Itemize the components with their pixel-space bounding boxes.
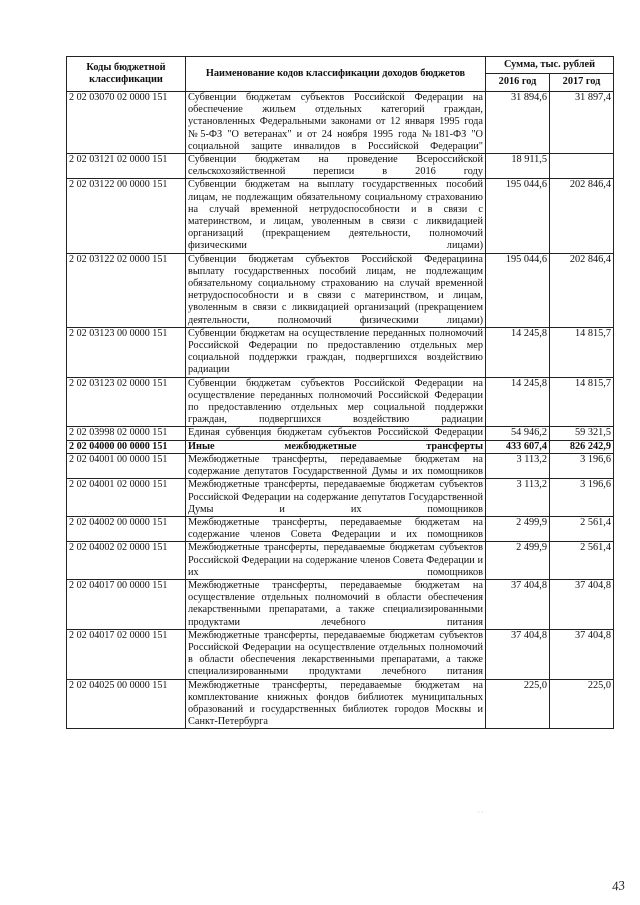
row-sum-2017: 202 846,4 xyxy=(550,179,614,253)
row-sum-2016: 37 404,8 xyxy=(486,579,550,629)
row-name: Субвенции бюджетам на проведение Всероссийской сельскохозяйственной переписи в 2016 году xyxy=(186,154,486,179)
table-row xyxy=(67,579,614,629)
table-row xyxy=(67,479,614,517)
row-code: 2 02 04017 02 0000 151 xyxy=(67,629,186,679)
table-row xyxy=(67,253,614,327)
row-sum-2016: 54 946,2 xyxy=(486,427,550,440)
row-name: Межбюджетные трансферты, передаваемые бюджетам на содержание членов Совета Федерации и их помощников xyxy=(186,516,486,541)
row-sum-2017: 225,0 xyxy=(550,679,614,729)
table-row xyxy=(67,542,614,580)
table-row xyxy=(67,179,614,253)
table-body xyxy=(67,92,614,729)
header-name-column: Наименование кодов классификации доходов бюджетов xyxy=(186,57,486,92)
table-row xyxy=(67,377,614,427)
row-code: 2 02 04000 00 0000 151 xyxy=(67,440,186,453)
page-number: 43 xyxy=(610,877,626,894)
row-code: 2 02 03070 02 0000 151 xyxy=(67,92,186,154)
table-row xyxy=(67,154,614,179)
row-name: Межбюджетные трансферты, передаваемые бюджетам на осуществление отдельных полномочий в области обеспечения лекарственными препаратами, а также специализированными продуктами лечебного питания xyxy=(186,579,486,629)
row-sum-2016: 3 113,2 xyxy=(486,479,550,517)
row-sum-2016: 2 499,9 xyxy=(486,516,550,541)
table-row xyxy=(67,629,614,679)
row-code: 2 02 03121 02 0000 151 xyxy=(67,154,186,179)
row-sum-2017: 202 846,4 xyxy=(550,253,614,327)
row-sum-2016: 31 894,6 xyxy=(486,92,550,154)
row-name: Субвенции бюджетам субъектов Российской Федерации на осуществление переданных полномочий Российской Федерации по предоставлению отдельных мер социальной поддержки граждан, подвергшихся воздействию радиации xyxy=(186,377,486,427)
row-name: Субвенции бюджетам субъектов Российской Федерациина выплату государственных пособий лицам, не подлежащим обязательному социальному страхованию на случай временной нетрудоспособности и в связи с материнством, и лицам, уволенным в связи с ликвидацией организаций (прекращением деятельности, полномочий физическими лицами) xyxy=(186,253,486,327)
row-sum-2017 xyxy=(550,154,614,179)
row-name: Межбюджетные трансферты, передаваемые бюджетам на содержание депутатов Государственной Думы и их помощников xyxy=(186,453,486,478)
row-name: Единая субвенция бюджетам субъектов Российской Федерации xyxy=(186,427,486,440)
row-code: 2 02 03998 02 0000 151 xyxy=(67,427,186,440)
row-sum-2017: 37 404,8 xyxy=(550,629,614,679)
row-sum-2016: 195 044,6 xyxy=(486,179,550,253)
table-row xyxy=(67,453,614,478)
table-row xyxy=(67,440,614,453)
table-row xyxy=(67,679,614,729)
row-sum-2016: 3 113,2 xyxy=(486,453,550,478)
row-sum-2016: 195 044,6 xyxy=(486,253,550,327)
row-sum-2017: 2 561,4 xyxy=(550,542,614,580)
header-code-column: Коды бюджетной классификации xyxy=(67,57,186,92)
row-name: Субвенции бюджетам на осуществление переданных полномочий Российской Федерации по предоставлению отдельных мер социальной поддержки граждан, подвергшихся воздействию радиации xyxy=(186,327,486,377)
row-name: Межбюджетные трансферты, передаваемые бюджетам на комплектование книжных фондов библиотек муниципальных образований и государственных библиотек городов Москвы и Санкт-Петербурга xyxy=(186,679,486,729)
row-sum-2017: 14 815,7 xyxy=(550,377,614,427)
row-sum-2016: 37 404,8 xyxy=(486,629,550,679)
row-name: Межбюджетные трансферты, передаваемые бюджетам субъектов Российской Федерации на осуществление отдельных полномочий в области обеспечения лекарственными препаратами, а также специализированными продуктами лечебного питания xyxy=(186,629,486,679)
row-name: Межбюджетные трансферты, передаваемые бюджетам субъектов Российской Федерации на содержание членов Совета Федерации и их помощников xyxy=(186,542,486,580)
header-sum-column: Сумма, тыс. рублей xyxy=(486,57,614,74)
scan-dots: · · xyxy=(478,810,484,816)
row-sum-2017: 37 404,8 xyxy=(550,579,614,629)
row-sum-2017: 31 897,4 xyxy=(550,92,614,154)
row-code: 2 02 03122 00 0000 151 xyxy=(67,179,186,253)
row-sum-2016: 2 499,9 xyxy=(486,542,550,580)
row-code: 2 02 04002 02 0000 151 xyxy=(67,542,186,580)
row-sum-2017: 14 815,7 xyxy=(550,327,614,377)
row-name: Субвенции бюджетам на выплату государственных пособий лицам, не подлежащим обязательному социальному страхованию на случай временной нетрудоспособности и в связи с материнством, и лицам, уволенным в связи с ликвидацией организаций (прекращением деятельности, полномочий физическими лицами) xyxy=(186,179,486,253)
row-sum-2017: 59 321,5 xyxy=(550,427,614,440)
row-name: Субвенции бюджетам субъектов Российской Федерации на обеспечение жильем отдельных категорий граждан, установленных Федеральными законами от 12 января 1995 года №5-ФЗ "О ветеранах" и от 24 ноября 1995 года №181-ФЗ "О социальной защите инвалидов в Российской Федерации" xyxy=(186,92,486,154)
header-year-2017: 2017 год xyxy=(550,73,614,91)
row-sum-2017: 3 196,6 xyxy=(550,479,614,517)
budget-document xyxy=(66,56,613,729)
header-year-2016: 2016 год xyxy=(486,73,550,91)
row-code: 2 02 03123 02 0000 151 xyxy=(67,377,186,427)
row-code: 2 02 03123 00 0000 151 xyxy=(67,327,186,377)
row-code: 2 02 04001 02 0000 151 xyxy=(67,479,186,517)
row-sum-2016: 14 245,8 xyxy=(486,327,550,377)
row-code: 2 02 04001 00 0000 151 xyxy=(67,453,186,478)
row-sum-2017: 2 561,4 xyxy=(550,516,614,541)
row-sum-2016: 18 911,5 xyxy=(486,154,550,179)
row-sum-2017: 826 242,9 xyxy=(550,440,614,453)
row-sum-2017: 3 196,6 xyxy=(550,453,614,478)
row-sum-2016: 225,0 xyxy=(486,679,550,729)
table-row xyxy=(67,516,614,541)
row-code: 2 02 04017 00 0000 151 xyxy=(67,579,186,629)
row-sum-2016: 433 607,4 xyxy=(486,440,550,453)
row-name: Межбюджетные трансферты, передаваемые бюджетам субъектов Российской Федерации на содержание депутатов Государственной Думы и их помощников xyxy=(186,479,486,517)
row-sum-2016: 14 245,8 xyxy=(486,377,550,427)
table-row xyxy=(67,327,614,377)
row-code: 2 02 04025 00 0000 151 xyxy=(67,679,186,729)
row-code: 2 02 03122 02 0000 151 xyxy=(67,253,186,327)
budget-table xyxy=(66,56,614,729)
row-code: 2 02 04002 00 0000 151 xyxy=(67,516,186,541)
table-header xyxy=(67,57,614,92)
row-name: Иные межбюджетные трансферты xyxy=(186,440,486,453)
table-row xyxy=(67,92,614,154)
table-row xyxy=(67,427,614,440)
